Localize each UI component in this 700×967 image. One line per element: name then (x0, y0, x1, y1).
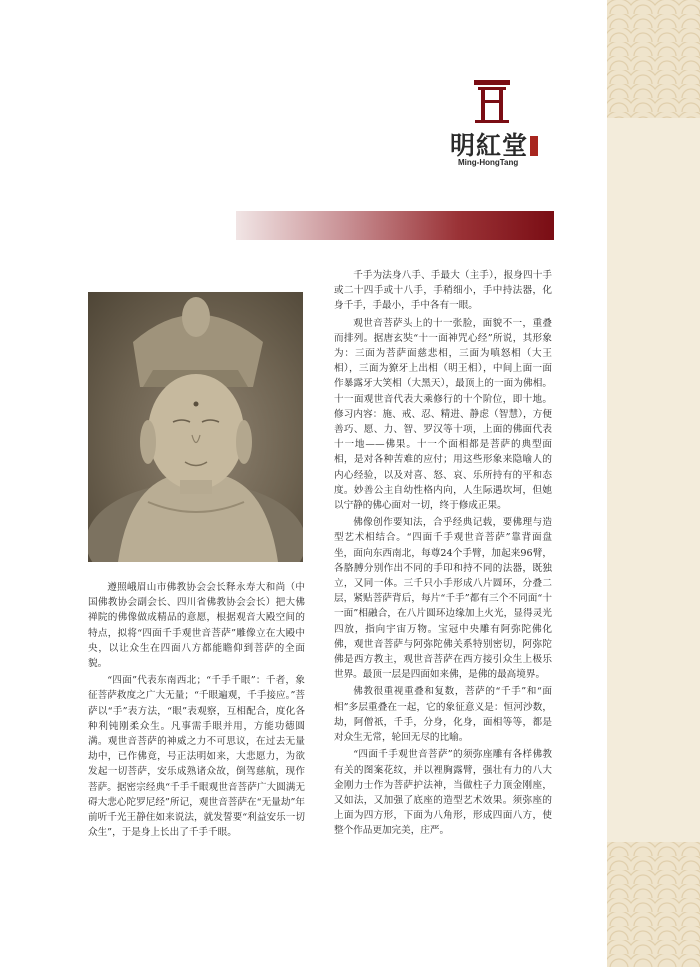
paragraph: 遵照峨眉山市佛教协会会长释永寿大和尚（中国佛教协会副会长、四川省佛教协会会长）把大佛禅院的佛像做成精品的意愿，根据观音大殿空间的特点，拟将“四面千手观世音菩萨”雕像立在大殿中央，以让众生在四面八方都能瞻仰到菩萨的全面貌。 (88, 582, 305, 670)
right-text-column (334, 268, 552, 841)
brand-logo (450, 78, 550, 168)
decorative-side-strip (607, 0, 700, 967)
wave-pattern-bottom (607, 842, 700, 967)
paragraph: 千手为法身八手、手最大（主手），报身四十手或二十四手或十八手，手稍细小，手中持法器，化身千手，手最小，手中各有一眼。 (334, 270, 552, 312)
left-text-column (88, 580, 305, 842)
wave-pattern-top (607, 0, 700, 118)
paragraph: “四面”代表东南西北；“千手千眼”：千者，象征菩萨救度之广大无量；“千眼遍观，千手接应。”菩萨以“手”表方法，“眼”表观察，互相配合，度化各种利钝刚柔众生。凡事需手眼并用，方能功德圆满。观世音菩萨的神威之力不可思议，在过去无量劫中，已作佛竟，号正法明如来，大悲愿力，为欲发起一切菩萨，安乐成熟诸众故，倒驾慈航，现作菩萨。据密宗经典“千手千眼观世音菩萨广大圆满无碍大悲心陀罗尼经”所记，观世音菩萨在“无量劫”年前听千光王静住如来说法，就发誓要“利益安乐一切众生”，于是身上长出了千手千眼。 (88, 675, 305, 839)
red-seal-stamp (530, 136, 538, 156)
paragraph: 佛教很重视重叠和复数，菩萨的“千手”和“面相”多层重叠在一起，它的象征意义是：恒河沙数，劫，阿僧祇，千手，分身，化身，面相等等，都是对众生无常，轮回无尽的比喻。 (334, 686, 552, 744)
brand-latin-name: Ming-HongTang (458, 158, 519, 167)
paragraph: 佛像创作要知法，合乎经典记载，要佛理与造型艺术相结合。“四面千手观世音菩萨”靠背面盘坐，面向东西南北，每尊24个手臂，加起来96臂，各胳膊分别作出不同的手印和持不同的法器，既独立，又同一体。三千只小手形成八片圆环，分叠二层，紧贴菩萨背后，每片“千手”都有三个不同面“十一面”相融合，在八片圆环边缘加上火光，显得灵光四放，指向宇宙万物。宝冠中央雕有阿弥陀佛化佛，观世音菩萨与阿弥陀佛关系特别密切，阿弥陀佛是西方教主，观世音菩萨在西方接引众生上极乐世界。最顶一层是四面如来佛，是佛的最高境界。 (334, 517, 552, 681)
brand-name: 明紅堂 (450, 131, 529, 160)
buddha-statue-image (88, 292, 303, 562)
gradient-header-band (236, 211, 554, 240)
gate-emblem-icon (472, 78, 512, 124)
buddha-illustration (88, 292, 303, 562)
paragraph: 观世音菩萨头上的十一张脸，面貌不一，重叠而排列。据唐玄奘“十一面神咒心经”所说，其形象为：三面为菩萨面慈悲相，三面为嗔怒相（大王相），三面为獠牙上出相（明王相），中间上面一面作暴露牙大笑相（大黑天），最顶上的一面为佛相。十一面观世音代表大乘修行的十个阶位，即十地。修习内容：施、戒、忍、精进、静虑（智慧），方便善巧、愿、力、智、罗汉等十项，上面的佛面代表十一地——佛果。十一个面相都是菩萨的典型面相，是对各种苦难的应付；用这些形象来隐喻人的内心经验，以及对喜、怒、哀、乐所持有的平和态度。妙善公主自幼性格内向，人生际遇坎坷，但她以宁静的佛心面对一切，终于修成正果。 (334, 317, 552, 512)
paragraph: “四面千手观世音菩萨”的须弥座雕有各样佛教有关的图案花纹，并以裡胸露臂，强壮有力的八大金刚力士作为菩萨护法神，当做柱子力顶金刚座，又如法，又加强了底座的造型艺术效果。须弥座的上面为四方形，下面为八角形，形成四面八方，使整个作品更加完美，庄严。 (334, 749, 552, 837)
